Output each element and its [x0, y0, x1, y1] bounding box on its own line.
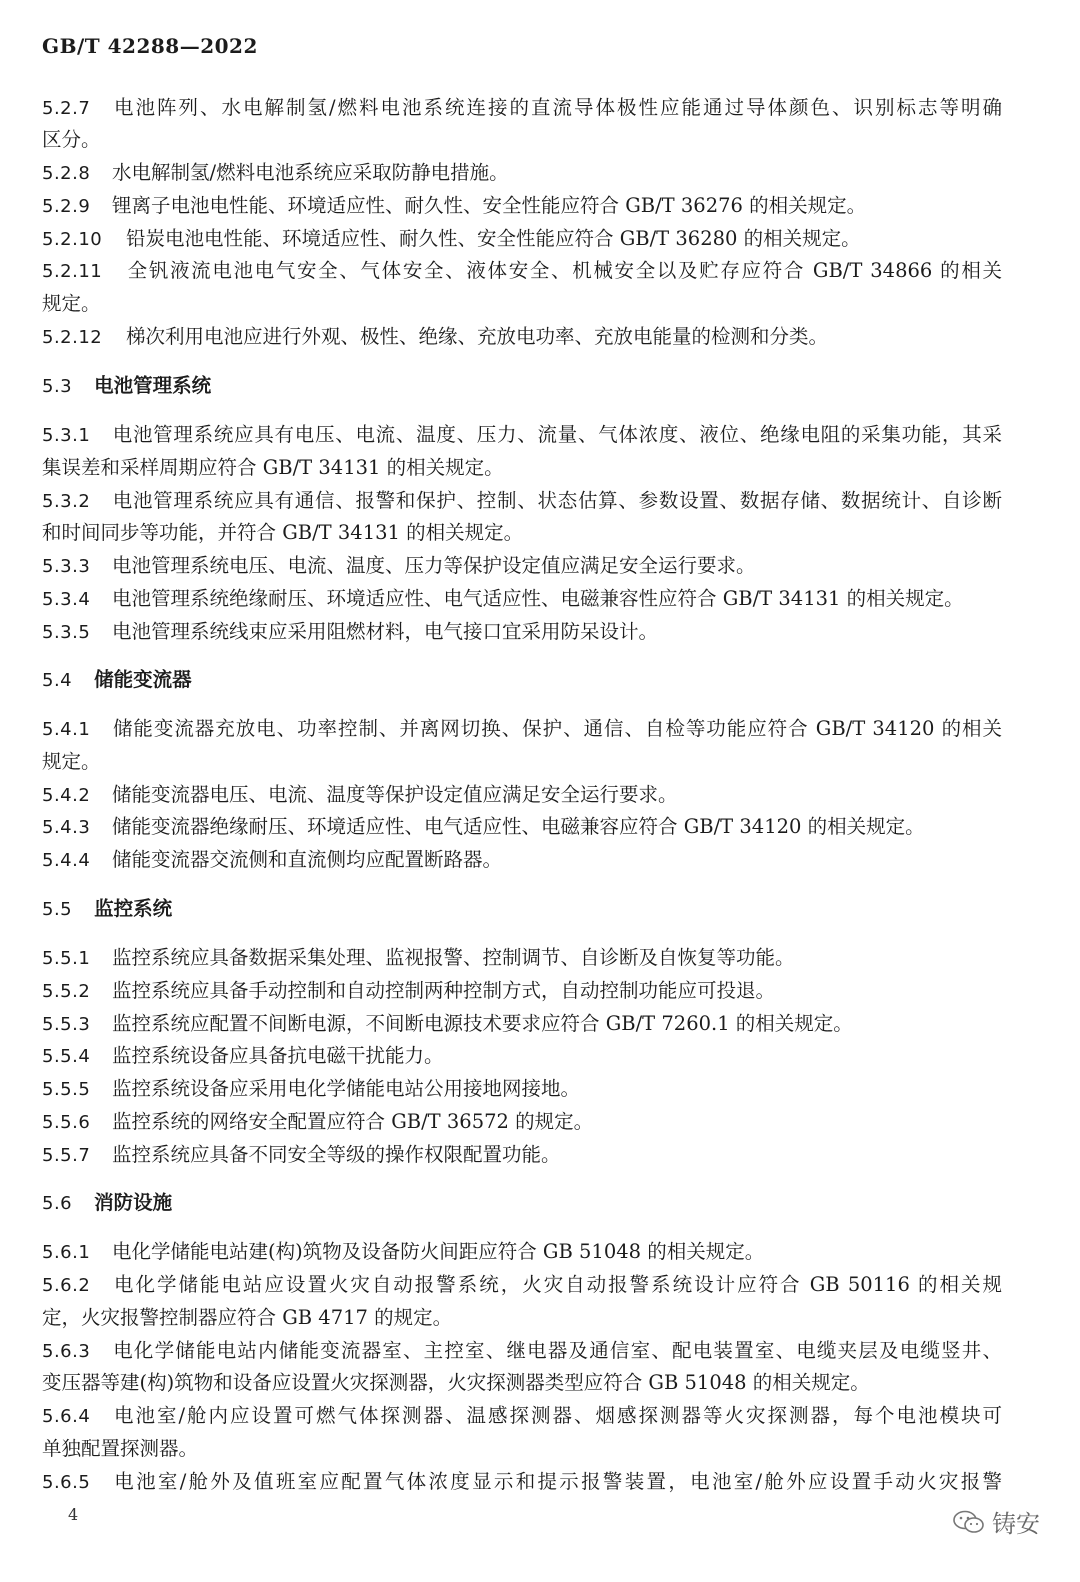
clause-text: 铅炭电池电性能、环境适应性、耐久性、安全性能应符合 GB/T 36280 的相关规定。	[126, 227, 861, 250]
clause-text: 电化学储能电站建(构)筑物及设备防火间距应符合 GB 51048 的相关规定。	[112, 1240, 765, 1263]
clause-number: 5.5.3	[42, 1014, 91, 1035]
clause-line	[42, 1008, 1002, 1041]
standard-code-header: GB/T 42288—2022	[42, 34, 258, 58]
clause-text: 监控系统应具备手动控制和自动控制两种控制方式，自动控制功能应可投退。	[112, 979, 776, 1002]
clause-line	[42, 223, 1002, 256]
clause-line	[42, 811, 1002, 844]
clause-line	[42, 1139, 1002, 1172]
section-heading	[42, 893, 172, 926]
clause-line	[42, 583, 1002, 616]
clause-line	[42, 92, 1002, 125]
clause-continuation-line	[42, 452, 1002, 484]
clause-line	[42, 419, 1002, 452]
clause-continuation-line	[42, 1367, 1002, 1399]
clause-text: 变压器等建(构)筑物和设备应设置火灾探测器，火灾探测器类型应符合 GB 51048 的相关规定。	[42, 1371, 870, 1394]
clause-text: 储能变流器绝缘耐压、环境适应性、电气适应性、电磁兼容应符合 GB/T 34120 的相关规定。	[112, 815, 925, 838]
clause-line	[42, 1400, 1002, 1433]
clause-number: 5.5.2	[42, 981, 91, 1002]
clause-number: 5.5.1	[42, 948, 91, 969]
watermark-text: 铸安	[992, 1510, 1040, 1538]
clause-text: 监控系统设备应具备抗电磁干扰能力。	[112, 1044, 444, 1067]
clause-text: 电池阵列、水电解制氢/燃料电池系统连接的直流导体极性应能通过导体颜色、识别标志等明确	[112, 96, 1002, 119]
clause-continuation-line	[42, 124, 1002, 156]
clause-text: 电池管理系统线束应采用阻燃材料，电气接口宜采用防呆设计。	[112, 620, 659, 643]
clause-number: 5.2.7	[42, 98, 91, 119]
clause-text: 规定。	[42, 750, 101, 773]
clause-number: 5.5.5	[42, 1079, 91, 1100]
clause-number: 5.6.5	[42, 1472, 91, 1493]
clause-text: 集误差和采样周期应符合 GB/T 34131 的相关规定。	[42, 456, 504, 479]
clause-text: 监控系统设备应采用电化学储能电站公用接地网接地。	[112, 1077, 581, 1100]
clause-continuation-line	[42, 1302, 1002, 1334]
clause-line	[42, 1466, 1002, 1499]
clause-text: 全钒液流电池电气安全、气体安全、液体安全、机械安全以及贮存应符合 GB/T 34866 的相关	[126, 259, 1002, 282]
clause-text: 水电解制氢/燃料电池系统应采取防静电措施。	[112, 161, 509, 184]
section-number: 5.6	[42, 1193, 73, 1214]
clause-line	[42, 550, 1002, 583]
clause-continuation-line	[42, 746, 1002, 778]
clause-number: 5.5.6	[42, 1112, 91, 1133]
clause-text: 电池室/舱内应设置可燃气体探测器、温感探测器、烟感探测器等火灾探测器，每个电池模块可	[112, 1404, 1002, 1427]
clause-number: 5.3.3	[42, 556, 91, 577]
section-title: 监控系统	[94, 897, 173, 920]
section-heading	[42, 370, 211, 403]
clause-number: 5.3.5	[42, 622, 91, 643]
clause-number: 5.4.3	[42, 817, 91, 838]
clause-number: 5.2.12	[42, 327, 103, 348]
clause-line	[42, 779, 1002, 812]
section-number: 5.5	[42, 899, 73, 920]
clause-line	[42, 1040, 1002, 1073]
clause-number: 5.2.10	[42, 229, 103, 250]
clause-line	[42, 942, 1002, 975]
clause-line	[42, 1073, 1002, 1106]
wechat-icon	[952, 1509, 986, 1535]
clause-text: 电化学储能电站应设置火灾自动报警系统，火灾自动报警系统设计应符合 GB 50116 的相关规	[112, 1273, 1002, 1296]
clause-text: 监控系统应配置不间断电源，不间断电源技术要求应符合 GB/T 7260.1 的相关规定。	[112, 1012, 853, 1035]
clause-line	[42, 485, 1002, 518]
clause-line	[42, 255, 1002, 288]
clause-number: 5.5.4	[42, 1046, 91, 1067]
clause-line	[42, 975, 1002, 1008]
clause-number: 5.3.1	[42, 425, 91, 446]
section-heading	[42, 664, 192, 697]
section-title: 储能变流器	[94, 668, 192, 691]
clause-text: 监控系统应具备数据采集处理、监视报警、控制调节、自诊断及自恢复等功能。	[112, 946, 795, 969]
section-heading	[42, 1187, 172, 1220]
clause-number: 5.3.4	[42, 589, 91, 610]
clause-text: 电池管理系统应具有电压、电流、温度、压力、流量、气体浓度、液位、绝缘电阻的采集功能，其采	[112, 423, 1002, 446]
clause-line	[42, 1269, 1002, 1302]
clause-text: 和时间同步等功能，并符合 GB/T 34131 的相关规定。	[42, 521, 524, 544]
clause-number: 5.4.4	[42, 850, 91, 871]
clause-line	[42, 1335, 1002, 1368]
clause-line	[42, 713, 1002, 746]
section-title: 电池管理系统	[94, 374, 212, 397]
clause-number: 5.4.2	[42, 785, 91, 806]
clause-number: 5.2.8	[42, 163, 91, 184]
clause-text: 电池管理系统绝缘耐压、环境适应性、电气适应性、电磁兼容性应符合 GB/T 34131 的相关规定。	[112, 587, 964, 610]
clause-number: 5.4.1	[42, 719, 91, 740]
clause-number: 5.2.9	[42, 196, 91, 217]
clause-number: 5.6.4	[42, 1406, 91, 1427]
clause-text: 监控系统应具备不同安全等级的操作权限配置功能。	[112, 1143, 561, 1166]
clause-number: 5.5.7	[42, 1145, 91, 1166]
clause-continuation-line	[42, 517, 1002, 549]
clause-text: 储能变流器交流侧和直流侧均应配置断路器。	[112, 848, 503, 871]
clause-line	[42, 157, 1002, 190]
clause-number: 5.6.2	[42, 1275, 91, 1296]
clause-number: 5.6.3	[42, 1341, 91, 1362]
clause-number: 5.2.11	[42, 261, 103, 282]
clause-line	[42, 844, 1002, 877]
clause-line	[42, 616, 1002, 649]
clause-text: 定，火灾报警控制器应符合 GB 4717 的规定。	[42, 1306, 453, 1329]
clause-text: 梯次利用电池应进行外观、极性、绝缘、充放电功率、充放电能量的检测和分类。	[126, 325, 829, 348]
watermark	[952, 1504, 1040, 1539]
clause-text: 电池室/舱外及值班室应配置气体浓度显示和提示报警装置，电池室/舱外应设置手动火灾报警	[112, 1470, 1002, 1493]
clause-continuation-line	[42, 288, 1002, 320]
page-number: 4	[68, 1505, 79, 1524]
clause-text: 储能变流器电压、电流、温度等保护设定值应满足安全运行要求。	[112, 783, 678, 806]
clause-text: 储能变流器充放电、功率控制、并离网切换、保护、通信、自检等功能应符合 GB/T 34120 的相关	[112, 717, 1002, 740]
clause-text: 电池管理系统应具有通信、报警和保护、控制、状态估算、参数设置、数据存储、数据统计、自诊断	[112, 489, 1002, 512]
clause-text: 单独配置探测器。	[42, 1437, 199, 1460]
clause-text: 区分。	[42, 128, 101, 151]
clause-line	[42, 190, 1002, 223]
clause-text: 规定。	[42, 292, 101, 315]
clause-number: 5.3.2	[42, 491, 91, 512]
clause-continuation-line	[42, 1433, 1002, 1465]
clause-text: 监控系统的网络安全配置应符合 GB/T 36572 的规定。	[112, 1110, 594, 1133]
section-number: 5.3	[42, 376, 73, 397]
clause-text: 电化学储能电站内储能变流器室、主控室、继电器及通信室、配电装置室、电缆夹层及电缆竖井、	[112, 1339, 1002, 1362]
clause-number: 5.6.1	[42, 1242, 91, 1263]
clause-line	[42, 321, 1002, 354]
section-title: 消防设施	[94, 1191, 173, 1214]
section-number: 5.4	[42, 670, 73, 691]
clause-text: 锂离子电池电性能、环境适应性、耐久性、安全性能应符合 GB/T 36276 的相关规定。	[112, 194, 867, 217]
clause-line	[42, 1106, 1002, 1139]
clause-text: 电池管理系统电压、电流、温度、压力等保护设定值应满足安全运行要求。	[112, 554, 756, 577]
clause-line	[42, 1236, 1002, 1269]
